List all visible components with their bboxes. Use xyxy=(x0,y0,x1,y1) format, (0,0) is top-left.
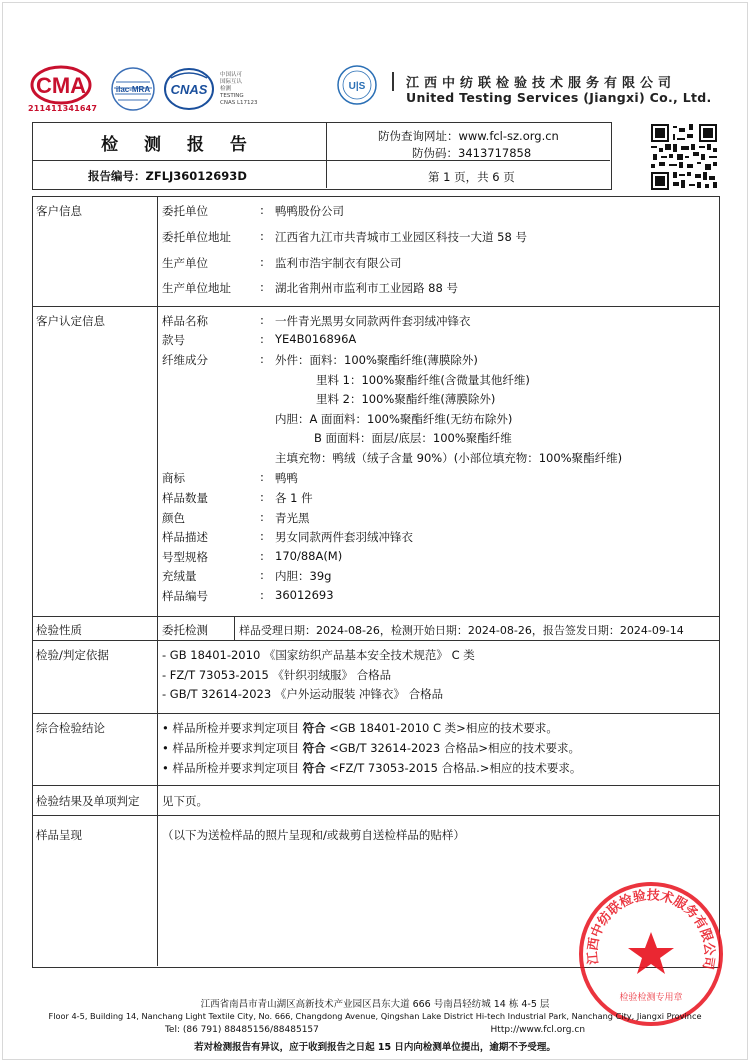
client-label: 生产单位 xyxy=(162,256,208,270)
colon: : xyxy=(260,280,264,294)
section-conclusion: 综合检验结论 xyxy=(36,721,105,735)
fiber-line: 主填充物：鸭绒（绒子含量 90%）(小部位填充物：100%聚酯纤维) xyxy=(275,451,623,465)
conclusion-line xyxy=(162,740,580,756)
fiber-line: B 面面料：面层/底层：100%聚酯纤维 xyxy=(314,431,512,445)
sample-value: 内胆：39g xyxy=(275,569,332,583)
sample-label: 充绒量 xyxy=(162,569,197,583)
svg-text:CNAS: CNAS xyxy=(170,82,208,97)
sample-value: 170/88A(M) xyxy=(275,549,343,563)
cma-code: 211411341647 xyxy=(28,104,98,113)
client-value: 湖北省荆州市监利市工业园路 88 号 xyxy=(275,281,458,295)
colon: : xyxy=(260,568,264,582)
verify-code: 防伪码：3413717858 xyxy=(412,146,532,160)
client-label: 生产单位地址 xyxy=(162,281,231,295)
sample-label: 商标 xyxy=(162,471,185,485)
conclusion-post: <GB 18401-2010 C 类>相应的技术要求。 xyxy=(325,721,558,735)
conclusion-verdict: 符合 xyxy=(302,721,326,735)
client-value: 监利市浩宇制衣有限公司 xyxy=(275,256,402,270)
cnas-text-line: CNAS L17123 xyxy=(220,100,258,106)
section-results: 检验结果及单项判定 xyxy=(36,794,140,808)
sample-label: 样品名称 xyxy=(162,314,208,328)
cnas-text-line: 中国认可 xyxy=(220,72,243,78)
row-divider xyxy=(32,640,720,641)
fiber-line: 内胆：A 面面料：100%聚酯纤维(无纺布除外) xyxy=(275,412,513,426)
conclusion-pre: • 样品所检并要求判定项目 xyxy=(162,721,303,735)
sample-label: 颜色 xyxy=(162,511,185,525)
sample-photo-note: （以下为送检样品的照片呈现和/或裁剪自送检样品的贴样） xyxy=(162,828,465,842)
client-value: 鸭鸭股份公司 xyxy=(275,204,344,218)
report-number: 报告编号：ZFLJ36012693D xyxy=(88,169,247,183)
conclusion-verdict: 符合 xyxy=(302,741,326,755)
fiber-line: 外件：面料：100%聚酯纤维(薄膜除外) xyxy=(275,353,478,367)
section-sample-info: 客户认定信息 xyxy=(36,314,105,328)
report-title: 检 测 报 告 xyxy=(101,135,257,155)
footer-address-en: Floor 4-5, Building 14, Nanchang Light Textile City, No. 666, Changdong Avenue, Qingshan Lake District Hi-tech Industrial Park, Nanchang City, Jiangxi Province xyxy=(48,1011,702,1021)
cnas-text-line: TESTING xyxy=(220,93,244,99)
verify-site: 防伪查询网址：www.fcl-sz.org.cn xyxy=(378,129,559,143)
row-divider xyxy=(32,306,720,307)
sample-label: 款号 xyxy=(162,333,185,347)
basis-line: - GB 18401-2010 《国家纺织产品基本安全技术规范》 C 类 xyxy=(162,648,475,662)
cnas-text-line: 检测 xyxy=(220,86,232,92)
stamp-ring-text: 江西中纺联检验技术服务有限公司 xyxy=(585,888,717,971)
colon: : xyxy=(260,588,264,602)
conclusion-pre: • 样品所检并要求判定项目 xyxy=(162,741,303,755)
basis-line: - FZ/T 73053-2015 《针织羽绒服》 合格品 xyxy=(162,668,392,682)
cnas-text-line: 国际互认 xyxy=(220,79,243,85)
sample-value: 一件青光黑男女同款两件套羽绒冲锋衣 xyxy=(275,314,471,328)
conclusion-post: <GB/T 32614-2023 合格品>相应的技术要求。 xyxy=(325,741,581,755)
conclusion-line xyxy=(162,720,558,736)
colon: : xyxy=(260,313,264,327)
colon: : xyxy=(260,470,264,484)
svg-text:CMA: CMA xyxy=(35,73,87,98)
stamp-inner-text: 检验检测专用章 xyxy=(619,993,683,1003)
sample-label: 号型规格 xyxy=(162,550,208,564)
footer-address-cn: 江西省南昌市青山湖区高新技术产业园区昌东大道 666 号南昌轻纺城 14 栋 4-5 层 xyxy=(200,999,550,1010)
cnas-logo xyxy=(163,66,215,112)
divider xyxy=(32,160,326,161)
sample-label: 样品数量 xyxy=(162,491,208,505)
sample-value: 男女同款两件套羽绒冲锋衣 xyxy=(275,530,413,544)
qr-code-icon[interactable] xyxy=(651,124,717,190)
divider xyxy=(326,160,610,161)
colon: : xyxy=(260,490,264,504)
conclusion-pre: • 样品所检并要求判定项目 xyxy=(162,761,303,775)
client-value: 江西省九江市共青城市工业园区科技一大道 58 号 xyxy=(275,230,527,244)
sample-value: 青光黑 xyxy=(275,511,310,525)
sample-value: 鸭鸭 xyxy=(275,471,298,485)
row-divider xyxy=(32,713,720,714)
fiber-line: 里料 2：100%聚酯纤维(薄膜除外) xyxy=(316,392,496,406)
cnas-text xyxy=(220,72,258,107)
colon: : xyxy=(260,510,264,524)
cma-logo xyxy=(30,64,92,106)
section-client-info: 客户信息 xyxy=(36,204,82,218)
company-name-en: United Testing Services (Jiangxi) Co., Ltd. xyxy=(406,90,712,105)
ilac-mra-logo xyxy=(110,66,156,112)
conclusion-post: <FZ/T 73053-2015 合格品.>相应的技术要求。 xyxy=(325,761,582,775)
conclusion-verdict: 符合 xyxy=(302,761,326,775)
colon: : xyxy=(260,352,264,366)
client-label: 委托单位地址 xyxy=(162,230,231,244)
sample-value: 各 1 件 xyxy=(275,491,313,505)
sample-value: 36012693 xyxy=(275,588,334,602)
fiber-line: 里料 1：100%聚酯纤维(含微量其他纤维) xyxy=(316,373,530,387)
row-divider xyxy=(32,785,720,786)
section-test-basis: 检验/判定依据 xyxy=(36,648,109,662)
colon: : xyxy=(260,549,264,563)
results-value: 见下页。 xyxy=(162,794,208,808)
conclusion-line xyxy=(162,760,581,776)
svg-text:ilac-MRA: ilac-MRA xyxy=(115,85,151,94)
svg-text:U|S: U|S xyxy=(348,81,366,92)
colon: : xyxy=(260,255,264,269)
sample-label: 样品描述 xyxy=(162,530,208,544)
row-divider xyxy=(32,616,720,617)
column-divider xyxy=(157,196,158,966)
colon: : xyxy=(260,529,264,543)
page-info: 第 1 页，共 6 页 xyxy=(428,170,515,184)
client-label: 委托单位 xyxy=(162,204,208,218)
sample-label: 样品编号 xyxy=(162,589,208,603)
test-dates: 样品受理日期：2024-08-26，检测开始日期：2024-08-26，报告签发日期：2024-09-14 xyxy=(239,624,684,637)
footer-notice: 若对检测报告有异议，应于收到报告之日起 15 日内向检测单位提出，逾期不予受理。 xyxy=(194,1042,556,1053)
row-divider xyxy=(32,815,720,816)
colon: : xyxy=(260,332,264,346)
colon: : xyxy=(260,203,264,217)
test-nature-label: 委托检测 xyxy=(162,623,208,637)
uts-logo xyxy=(336,64,378,108)
column-divider xyxy=(234,616,235,640)
section-test-nature: 检验性质 xyxy=(36,623,82,637)
sample-value: YE4B016896A xyxy=(275,332,357,346)
basis-line: - GB/T 32614-2023 《户外运动服装 冲锋衣》 合格品 xyxy=(162,687,444,701)
section-sample-photo: 样品呈现 xyxy=(36,828,82,842)
colon: : xyxy=(260,229,264,243)
company-name-cn: 江西中纺联检验技术服务有限公司 xyxy=(392,72,676,91)
footer-contact: Tel: (86 791) 88485156/88485157 Http://www.fcl.org.cn xyxy=(164,1025,586,1035)
sample-label: 纤维成分 xyxy=(162,353,208,367)
report-table xyxy=(32,196,720,971)
